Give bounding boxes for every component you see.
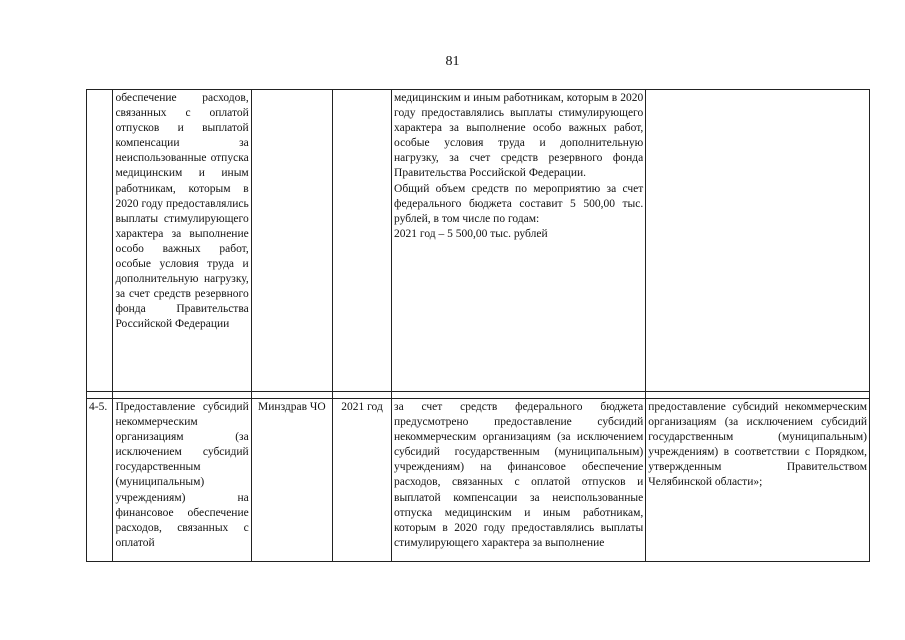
page-number: 81 xyxy=(445,54,460,69)
description-paragraph: Общий объем средств по мероприятию за счет федерального бюджета составит 5 500,00 тыс. рублей, в том числе по годам: xyxy=(394,182,644,225)
measure-name-cell: обеспечение расходов, связанных с оплатой отпусков и выплатой компенсации за неиспользованные отпуска медицинским и иным работникам, которым в 2020 году предоставлялись выплаты стимулирующего характера за выполнение особо важных работ, особые условия труда и дополнительную нагрузку, за счет средств резервного фонда Правительства Российской Федерации xyxy=(113,90,251,392)
executor-cell: Минздрав ЧО xyxy=(251,399,332,562)
description-paragraph: 2021 год – 5 500,00 тыс. рублей xyxy=(394,227,548,240)
measure-name-cell: Предоставление субсидий некоммерческим организациям (за исключением субсидий государственным (муниципальным) учреждениям) на финансовое обеспечение расходов, связанных с оплатой xyxy=(113,399,251,562)
executor-cell xyxy=(251,90,332,392)
result-cell xyxy=(646,90,870,392)
table-row xyxy=(87,399,870,562)
description-cell xyxy=(392,399,646,562)
description-paragraph: медицинским и иным работникам, которым в 2020 году предоставлялись выплаты стимулирующего характера за выполнение особо важных работ, особые условия труда и дополнительную нагрузку, за счет средств резервного фонда Правительства Российской Федерации. xyxy=(394,92,644,180)
table-row xyxy=(87,90,870,392)
result-cell: предоставление субсидий некоммерческим организациям (за исключением субсидий государственным (муниципальным) учреждениям) в соответствии с Порядком, утвержденным Правительством Челябинской области»; xyxy=(646,399,870,562)
description-paragraph: за счет средств федерального бюджета предусмотрено предоставление субсидий некоммерческим организациям (за исключением субсидий государственным (муниципальным) учреждениям) на финансовое обеспечение расходов, связанных с оплатой отпусков и выплатой компенсации за неиспользованные отпуска медицинским и иным работникам, которым в 2020 году предоставлялись выплаты стимулирующего характера за выполнение xyxy=(394,401,644,549)
row-spacer xyxy=(87,392,870,399)
period-cell: 2021 год xyxy=(333,399,392,562)
row-number-cell xyxy=(87,90,113,392)
row-number-cell: 4-5. xyxy=(87,399,113,562)
period-cell xyxy=(333,90,392,392)
measures-table xyxy=(86,89,870,562)
description-cell xyxy=(392,90,646,392)
